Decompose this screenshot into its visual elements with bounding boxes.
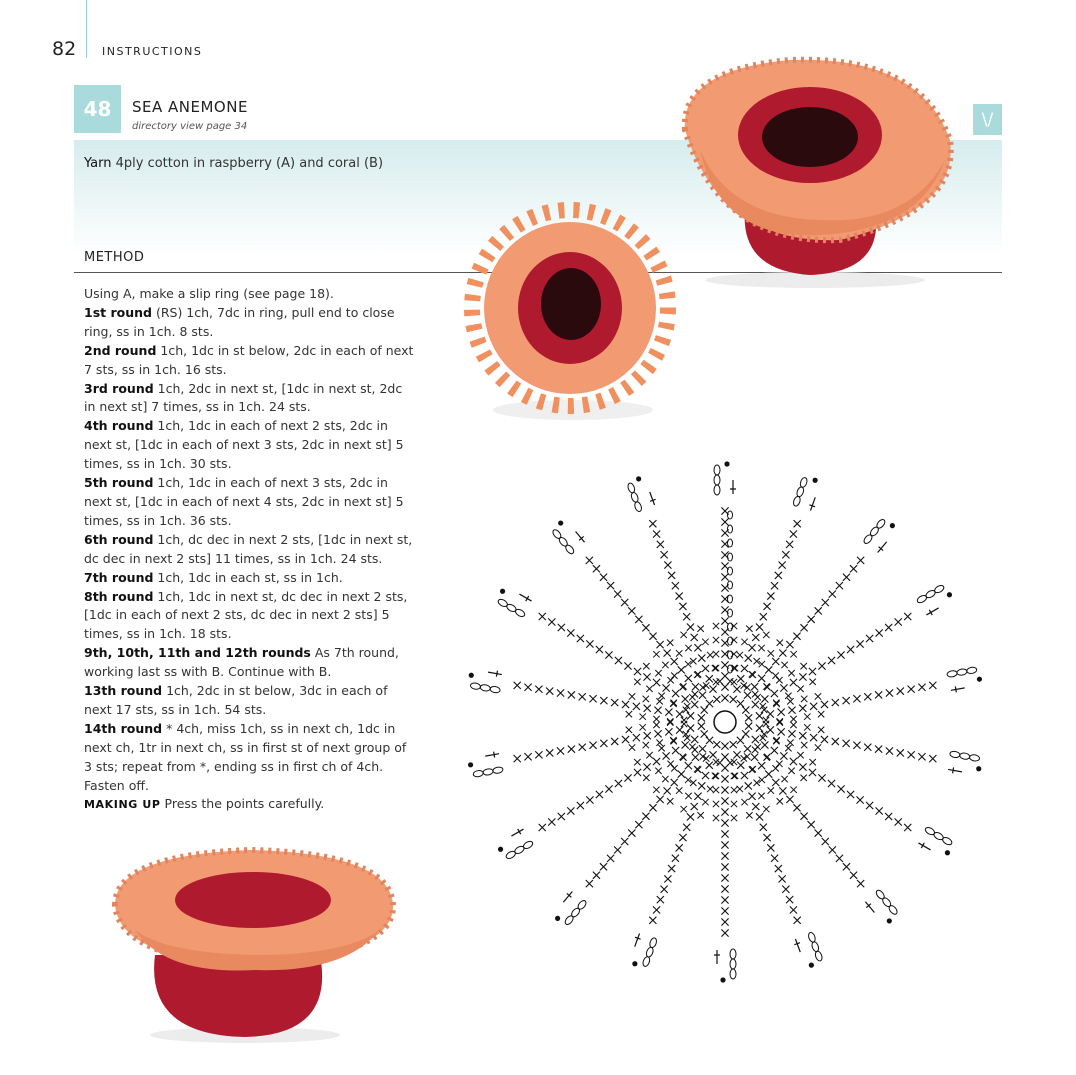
anemone-photo-top [455, 200, 685, 425]
chain-symbol [728, 595, 733, 603]
round-text: 1ch, 1dc in each st, ss in 1ch. [157, 569, 343, 585]
round-14 [84, 720, 414, 796]
yarn-label: Yarn [84, 156, 112, 171]
round-label: 8th round [84, 588, 154, 604]
chain-symbol [728, 623, 733, 631]
round-label: 3rd round [84, 380, 154, 396]
round-text: 1ch, 1dc in st below, 2dc in each of next 7 sts, ss in 1ch. 16 sts. [84, 342, 414, 377]
round-3 [84, 380, 414, 418]
round-text: * 4ch, miss 1ch, ss in next ch, 1dc in next ch, 1tr in next ch, ss in first st of next group of 3 sts; repeat from *, ending ss in first ch of 4ch. Fasten off. [84, 720, 407, 793]
round-text: 1ch, 2dc in next st, [1dc in next st, 2dc in next st] 7 times, ss in 1ch. 24 sts. [84, 380, 403, 415]
round-6 [84, 531, 414, 569]
section-title: INSTRUCTIONS [102, 45, 203, 58]
chart-spoke [713, 742, 737, 982]
chart-spoke [742, 730, 953, 855]
chart-spoke [632, 741, 723, 967]
round-label: 13th round [84, 683, 163, 699]
chain-symbol [728, 511, 733, 519]
chain-symbol [728, 665, 733, 673]
chain-symbol [728, 539, 733, 547]
crochet-chart-diagram [425, 425, 1030, 1025]
chart-spoke [627, 476, 723, 703]
round-label: 9th, 10th, 11th and 12th rounds [84, 645, 311, 661]
round-1 [84, 304, 414, 342]
chain-symbol [728, 553, 733, 561]
yarn-text: 4ply cotton in raspberry (A) and coral (B) [115, 156, 384, 171]
intro-text: Using A, make a slip ring (see page 18). [84, 286, 334, 301]
round-text: As 7th round, working last ss with B. Continue with B. [84, 645, 399, 680]
page-number: 82 [52, 38, 77, 60]
making-up-text: Press the points carefully. [164, 796, 325, 812]
chart-spoke [468, 717, 705, 778]
hook-symbol-icon: \/ [973, 104, 1002, 135]
round-7 [84, 569, 414, 588]
round-text: 1ch, 1dc in next st, dc dec in next 2 sts, [1dc in each of next 2 sts, dc dec in next 2 sts] 5 times, ss in 1ch. 18 sts. [84, 588, 408, 642]
chain-symbol [728, 525, 733, 533]
round-label: 7th round [84, 569, 154, 585]
anemone-photo-bottom [105, 845, 400, 1045]
round-text: 1ch, 1dc in each of next 3 sts, 2dc in next st, [1dc in each of next 4 sts, 2dc in next st] 5 times, ss in 1ch. 36 sts. [84, 475, 404, 528]
chart-spoke [497, 589, 708, 714]
anemone-photo-side [660, 40, 970, 290]
slip-ring-symbol [714, 711, 736, 733]
round-4 [84, 417, 414, 474]
chart-spoke [727, 741, 823, 968]
round-2 [84, 342, 414, 380]
pattern-title: SEA ANEMONE [132, 98, 248, 116]
header-divider [86, 0, 87, 58]
chart-spoke [498, 730, 708, 860]
method-heading: METHOD [84, 250, 145, 265]
round-label: 4th round [84, 418, 154, 434]
round-9-12 [84, 644, 414, 682]
round-text: 1ch, 1dc in each of next 2 sts, 2dc in next st, [1dc in each of next 3 sts, 2dc in next st] 5 times, ss in 1ch. 30 sts. [84, 418, 404, 472]
round-label: 2nd round [84, 342, 157, 358]
round-text: (RS) 1ch, 7dc in ring, pull end to close ring, ss in 1ch. 8 sts. [84, 304, 395, 339]
pattern-subtitle: directory view page 34 [132, 121, 248, 132]
round-5 [84, 474, 414, 531]
chain-symbol [728, 637, 733, 645]
round-text: 1ch, 2dc in st below, 3dc in each of next 17 sts, ss in 1ch. 54 sts. [84, 683, 388, 717]
yarn-info [84, 156, 383, 171]
round-text: 1ch, dc dec in next 2 sts, [1dc in next st, dc dec in next 2 sts] 11 times, ss in 1ch. 24 sts. [84, 531, 413, 566]
chart-spoke [745, 667, 982, 728]
making-up-label: MAKING UP [84, 798, 161, 812]
instructions-body [84, 285, 414, 815]
round-label: 14th round [84, 720, 163, 736]
round-8 [84, 588, 414, 645]
chart-spoke [742, 584, 952, 714]
chain-symbol [728, 567, 733, 575]
round-13 [84, 682, 414, 720]
pattern-number: 48 [74, 85, 121, 133]
making-up [84, 795, 414, 815]
chart-spoke [727, 477, 818, 703]
round-label: 5th round [84, 475, 154, 491]
chain-symbol [728, 651, 733, 659]
round-label: 1st round [84, 304, 152, 320]
chart-spoke [713, 461, 737, 701]
round-label: 6th round [84, 531, 154, 547]
